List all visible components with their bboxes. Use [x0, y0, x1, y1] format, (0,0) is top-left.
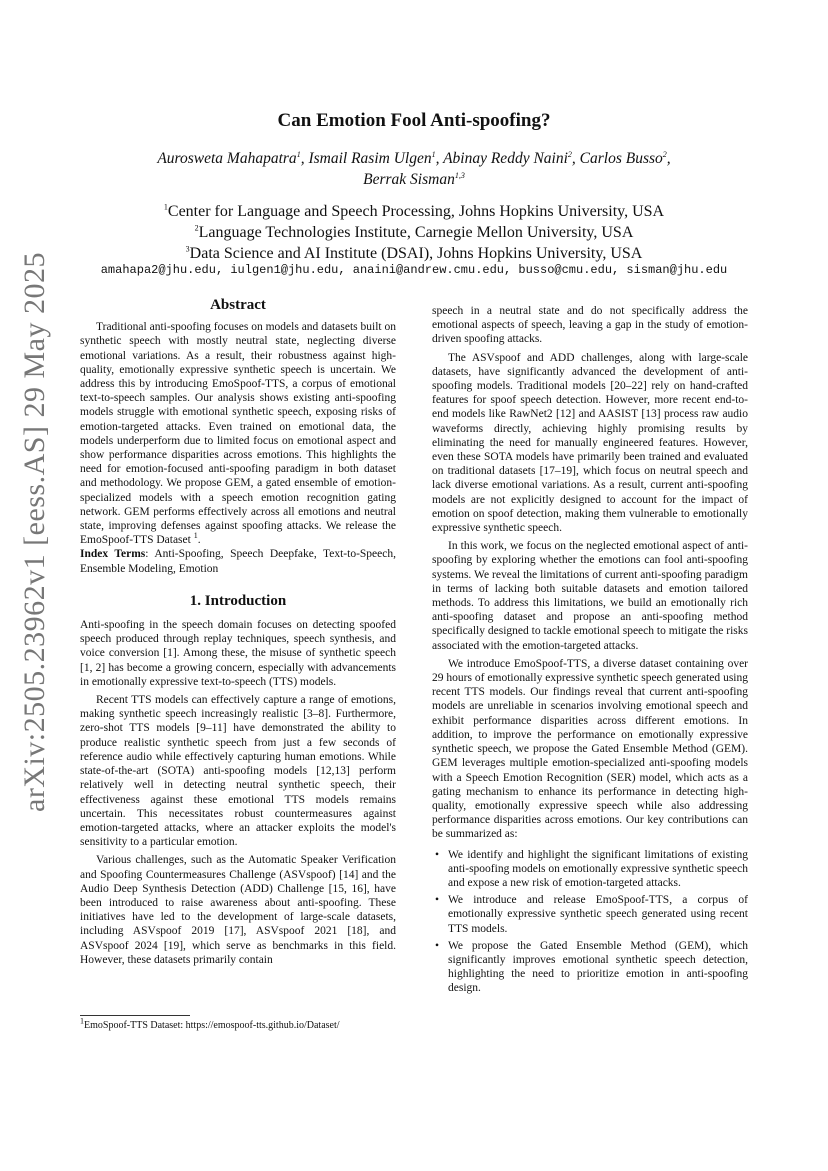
author-sup: 2: [662, 149, 667, 159]
body-paragraph: In this work, we focus on the neglected emotional aspect of anti-spoofing by exploring whether the emotions can fool anti-spoofing systems. We reveal the limitations of current anti-spoofing paradigm in terms of lacking both suitable datasets and emotion tailored methods. To address this limitations, we build an emotionally rich anti-spoofing dataset and propose an anti-spoofing method specifically designed to tackle emotional speech to mitigate the risks associated with the emotion-targeted attacks.: [432, 540, 748, 652]
intro-paragraph: Various challenges, such as the Automatic Speaker Verification and Spoofing Countermeasures Challenge (ASVspoof) [14] and the Audio Deep Synthesis Detection (ADD) Challenge [15, 16], have been introduced to raise awareness about anti-spoofing. These initiatives have led to the development of large-scale datasets, including ASVspoof 2019 [17], ASVspoof 2021 [18], and ASVspoof 2024 [19], which serve as benchmarks in this field. However, these datasets primarily contain: [80, 854, 396, 966]
body-paragraph: The ASVspoof and ADD challenges, along with large-scale datasets, have significantly advanced the development of anti-spoofing models. Traditional models [20–22] rely on hand-crafted features for spoof speech detection. However, more recent end-to-end models like RawNet2 [12] and AASIST [13] process raw audio waveforms directly, achieving highly promising results by eliminating the need for manually engineered features. However, even these SOTA models have primarily been trained and evaluated on traditional datasets [17–19], which focus on neutral speech and lack diverse emotional variations. As a result, current anti-spoofing models are not explicitly designed to account for the impact of emotion on spoof detection, making them vulnerable to emotionally expressive synthetic speech.: [432, 351, 748, 535]
author: Abinay Reddy Naini: [443, 150, 568, 167]
body-paragraph: speech in a neutral state and do not specifically address the emotional aspects of speech, leaving a gap in the study of emotion-driven spoofing attacks.: [432, 305, 748, 346]
author-sup: 2: [567, 149, 572, 159]
affiliation-text: Data Science and AI Institute (DSAI), Johns Hopkins University, USA: [189, 245, 643, 262]
email-list[interactable]: amahapa2@jhu.edu, iulgen1@jhu.edu, anaini@andrew.cmu.edu, busso@cmu.edu, sisman@jhu.edu: [100, 263, 728, 277]
footnote-number: 1: [80, 1016, 84, 1026]
intro-paragraph: Recent TTS models can effectively capture a range of emotions, making synthetic speech increasingly realistic [3–8]. Furthermore, zero-shot TTS models [9–11] have demonstrated the ability to produce realistic synthetic speech from just a few seconds of reference audio while effectively capturing human emotions. While state-of-the-art (SOTA) anti-spoofing models [12,13] perform relatively well in detecting neutral synthetic speech, their effectiveness against these emotional TTS models remains uncertain. This necessitates robust countermeasures against emotion-targeted attacks, where an attacker exploits the model's sensitivity to a particular emotion.: [80, 694, 396, 849]
right-column: [432, 304, 748, 999]
author-sup: 1: [431, 149, 436, 159]
author-sup: 1: [296, 149, 301, 159]
author-sup: 1,3: [454, 170, 465, 180]
body-paragraph: We introduce EmoSpoof-TTS, a diverse dataset containing over 29 hours of emotionally expressive synthetic speech generated using recent TTS models. Our findings reveal that current anti-spoofing models are unreliable in scenarios involving emotional speech and exhibit performance disparities across different emotions. In addition, to improve the performance on emotionally expressive synthetic speech, we propose the Gated Ensemble Method (GEM). GEM leverages multiple emotion-specialized anti-spoofing models with a Speech Emotion Recognition (SER) model, which acts as a gating mechanism to enhance its performance in detecting high-quality, emotionally expressive speech while also addressing performance disparities across emotions. Our key contributions can be summarized as:: [432, 657, 748, 841]
section-heading-introduction: 1. Introduction: [189, 592, 287, 609]
arxiv-stamp[interactable]: arXiv:2505.23962v1 [eess.AS] 29 May 2025: [18, 252, 51, 812]
footnote-text[interactable]: EmoSpoof-TTS Dataset: https://emospoof-tts.github.io/Dataset/: [84, 1020, 340, 1031]
footnote-rule: [80, 1015, 190, 1016]
index-terms-label: Index Terms: [80, 548, 146, 561]
footnote-mark[interactable]: 1: [193, 531, 198, 541]
affiliation-text: Center for Language and Speech Processing, Johns Hopkins University, USA: [167, 203, 665, 220]
abstract-end: .: [197, 534, 201, 547]
affiliation-sup: 3: [185, 244, 190, 254]
author: Berrak Sisman: [363, 171, 455, 188]
affiliation-text: Language Technologies Institute, Carnegie Mellon University, USA: [198, 224, 634, 241]
abstract-body: Traditional anti-spoofing focuses on models and datasets built on synthetic speech with mostly neutral state, neglecting diverse emotional variations. As a result, their robustness against high-quality, emotionally expressive synthetic speech is uncertain. We address this by introducing EmoSpoof-TTS, a corpus of emotional text-to-speech samples. Our analysis shows existing anti-spoofing models struggle with emotional synthetic speech, exposing risks of emotion-targeted attacks. Even trained on emotional data, the models underperform due to limited focus on emotional aspect and show performance disparities across emotions. This highlights the need for emotion-focused anti-spoofing paradigm in both dataset and methodology. We propose GEM, a gated ensemble of emotion-specialized models with a speech emotion recognition gating network. GEM performs effectively across all emotions and neutral state, improving defenses against spoofing attacks. We release the EmoSpoof-TTS Dataset: [80, 321, 396, 547]
paper-title: Can Emotion Fool Anti-spoofing?: [277, 110, 551, 131]
author-list: Aurosweta Mahapatra$^1$, Ismail Rasim Ulgen$^1$, Abinay Reddy Naini$^2$, Carlos Busso$^2$, Berrak Sisman$^{1,3}$: [157, 149, 671, 188]
affiliations: [0, 201, 828, 264]
author: Aurosweta Mahapatra: [157, 150, 297, 167]
contribution-list: [432, 848, 748, 996]
intro-paragraph: Anti-spoofing in the speech domain focuses on detecting spoofed speech produced through replay techniques, speech synthesis, and voice conversion [1]. Among these, the misuse of synthetic speech [1, 2] has become a growing concern, especially with advancements in emotionally expressive text-to-speech (TTS) models.: [80, 619, 396, 688]
contribution-item: • We introduce and release EmoSpoof-TTS, a corpus of emotionally expressive synthetic speech generated using recent TTS models.: [432, 893, 748, 936]
abstract-heading: Abstract: [210, 297, 266, 313]
index-terms: [80, 547, 396, 575]
author: Carlos Busso: [579, 150, 663, 167]
affiliation-sup: 1: [163, 202, 168, 212]
author: Ismail Rasim Ulgen: [308, 150, 432, 167]
affiliation: [0, 201, 828, 222]
index-terms-text: : Anti-Spoofing, Speech Deepfake, Text-to-Speech, Ensemble Modeling, Emotion: [80, 548, 396, 575]
abstract-text: [80, 320, 396, 547]
footnote: [80, 1015, 396, 1031]
affiliation: [0, 222, 828, 243]
affiliation-sup: 2: [194, 223, 199, 233]
contribution-item: • We identify and highlight the significant limitations of existing anti-spoofing models on emotionally expressive synthetic speech and expose a new risk of emotion-targeted attacks.: [432, 848, 748, 891]
contribution-item: • We propose the Gated Ensemble Method (GEM), which significantly improves emotional synthetic speech detection, highlighting the need to prioritize emotion in anti-spoofing design.: [432, 939, 748, 996]
affiliation: [0, 243, 828, 264]
left-column: [80, 298, 396, 967]
